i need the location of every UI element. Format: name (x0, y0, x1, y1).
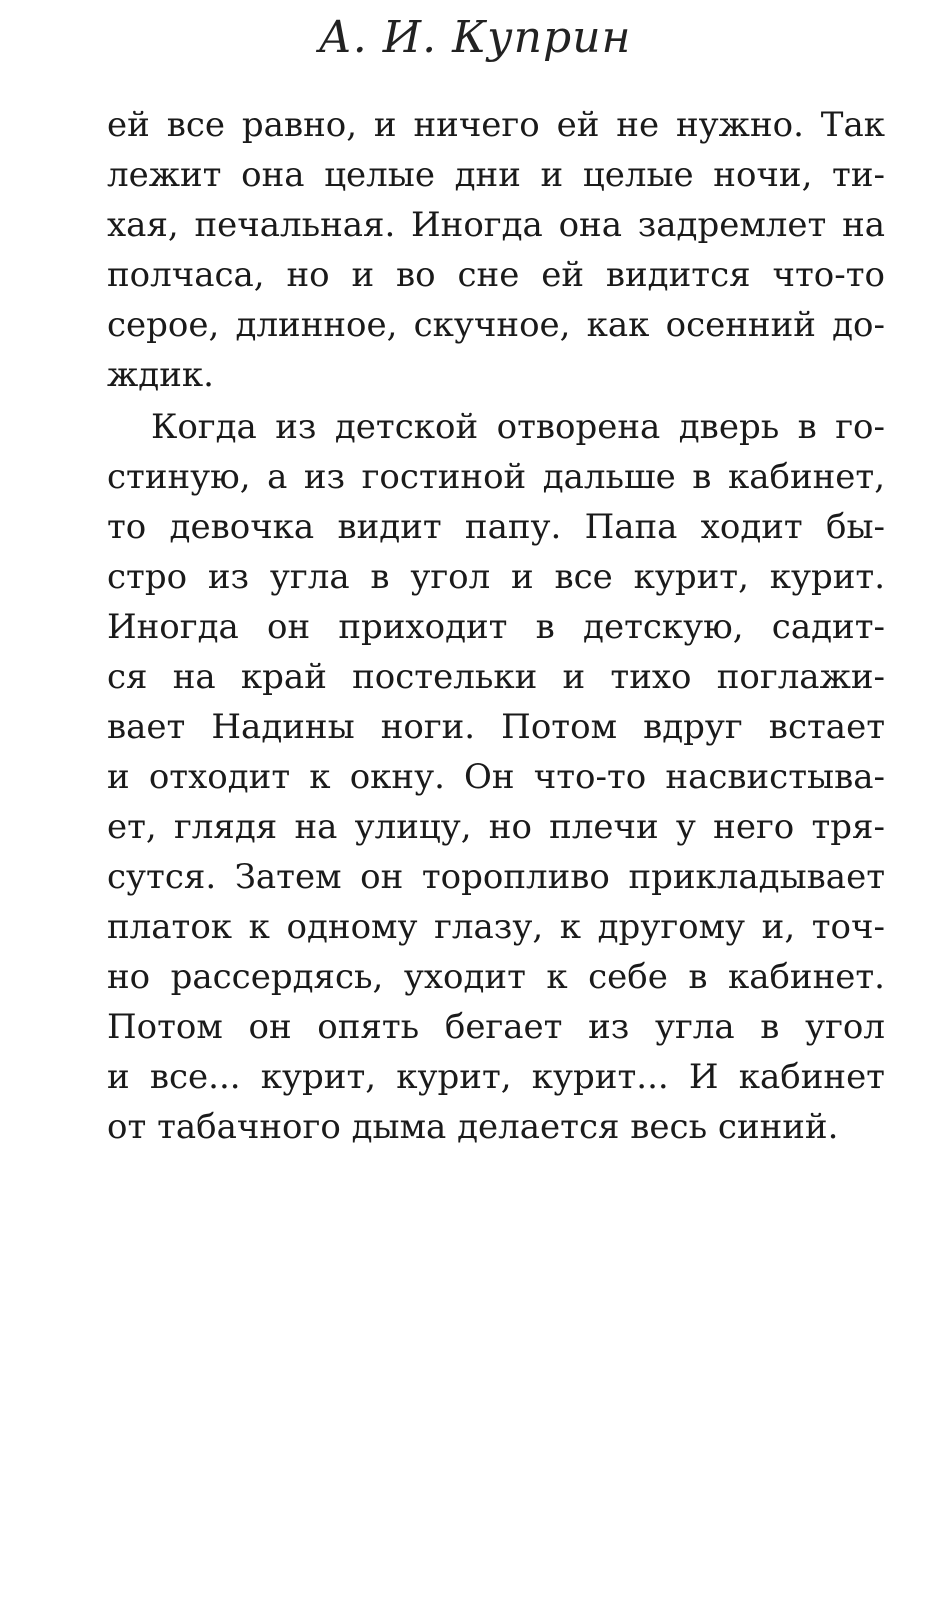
text-line: лежит она целые дни и целые ночи, ти- (107, 155, 885, 195)
text-line: то девочка видит папу. Папа ходит бы- (107, 507, 885, 547)
body-text (107, 100, 885, 1152)
text-line: стро из угла в угол и все курит, курит. (107, 557, 885, 597)
text-line: платок к одному глазу, к другому и, точ- (107, 907, 885, 947)
text-line: ждик. (107, 355, 214, 395)
text-line: ей все равно, и ничего ей не нужно. Так (107, 105, 885, 145)
text-line: Когда из детской отворена дверь в го- (151, 407, 885, 447)
text-line: от табачного дыма делается весь синий. (107, 1107, 839, 1147)
text-line: ся на край постельки и тихо поглажи- (107, 657, 885, 697)
text-line: и отходит к окну. Он что-то насвистыва- (107, 757, 885, 797)
running-header: А. И. Куприн (318, 12, 632, 63)
paragraph-1 (107, 100, 885, 400)
text-line: вает Надины ноги. Потом вдруг встает (107, 707, 885, 747)
text-line: и все... курит, курит, курит... И кабинет (107, 1057, 885, 1097)
text-line: полчаса, но и во сне ей видится что-то (107, 255, 885, 295)
text-line: Иногда он приходит в детскую, садит- (107, 607, 885, 647)
text-line: сутся. Затем он торопливо прикладывает (107, 857, 885, 897)
text-line: хая, печальная. Иногда она задремлет на (107, 205, 885, 245)
text-line: серое, длинное, скучное, как осенний до- (107, 305, 885, 345)
paragraph-2 (107, 402, 885, 1152)
text-line: но рассердясь, уходит к себе в кабинет. (107, 957, 885, 997)
text-line: стиную, а из гостиной дальше в кабинет, (107, 457, 885, 497)
text-line: Потом он опять бегает из угла в угол (107, 1007, 885, 1047)
text-line: ет, глядя на улицу, но плечи у него тря- (107, 807, 885, 847)
